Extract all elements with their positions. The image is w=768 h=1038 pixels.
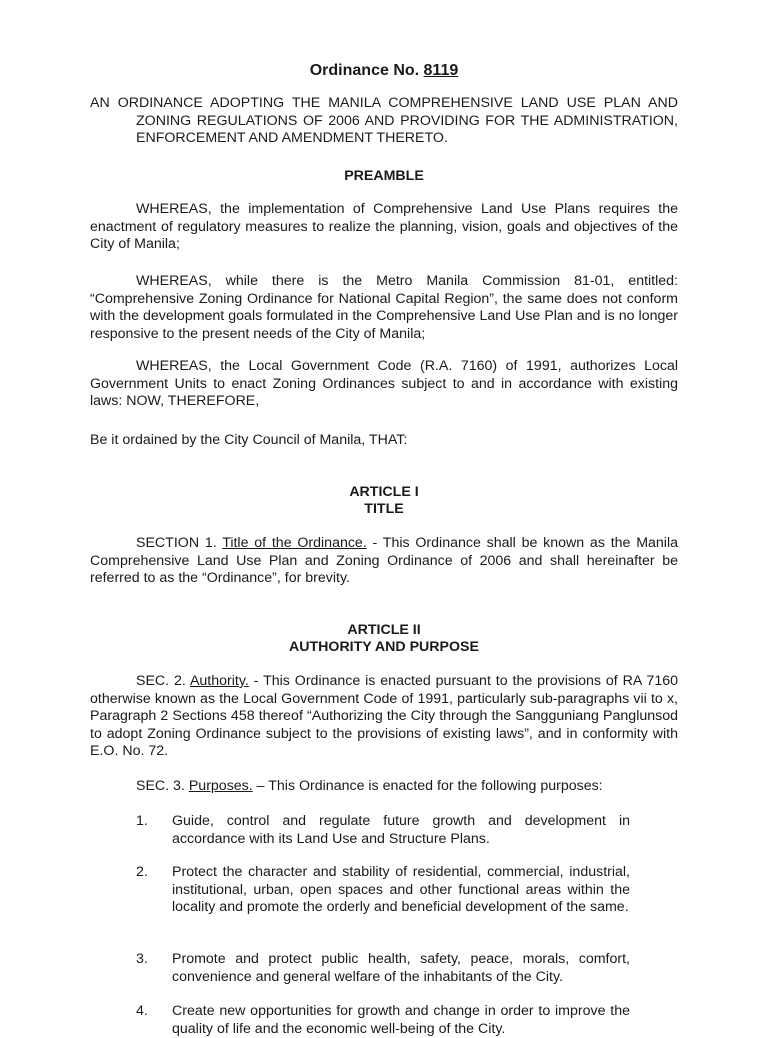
article-1-label: ARTICLE I: [349, 484, 419, 500]
purpose-item: [136, 951, 630, 986]
ordinance-number: 8119: [423, 62, 459, 79]
purpose-item: [136, 813, 630, 848]
purpose-item-number: 2.: [136, 864, 148, 880]
article-2-label: ARTICLE II: [347, 622, 421, 638]
purpose-item: [136, 1003, 630, 1038]
article-2-name: AUTHORITY AND PURPOSE: [289, 639, 479, 655]
section-3-heading: Purposes.: [188, 778, 253, 794]
section-3: [90, 778, 678, 796]
purpose-item-text: Promote and protect public health, safety, peace, morals, comfort, convenience and general welfare of the inhabitants of the City.: [172, 951, 630, 985]
section-1-prefix: SECTION 1.: [136, 535, 223, 551]
section-2: [90, 673, 678, 761]
purpose-item-text: Create new opportunities for growth and change in order to improve the quality of life and the economic well-being of the City.: [172, 1003, 630, 1037]
ordinance-title: [90, 61, 678, 81]
purpose-item-number: 1.: [136, 813, 148, 829]
ordinance-title-prefix: Ordinance No.: [309, 62, 424, 79]
ordinance-long-title: [90, 95, 678, 148]
ordinance-long-title-text: AN ORDINANCE ADOPTING THE MANILA COMPREHENSIVE LAND USE PLAN AND ZONING REGULATIONS OF 2006 AND PROVIDING FOR THE ADMINISTRATION, ENFORCEMENT AND AMENDMENT THERETO.: [90, 95, 678, 147]
whereas-clause-3: WHEREAS, the Local Government Code (R.A. 7160) of 1991, authorizes Local Government Units to enact Zoning Ordinances subject to and in accordance with existing laws: NOW, THEREFORE,: [90, 358, 678, 410]
purpose-item-number: 4.: [136, 1003, 148, 1019]
purpose-item-number: 3.: [136, 951, 148, 967]
section-2-body: - This Ordinance is enacted pursuant to the provisions of RA 7160 otherwise known as the Local Government Code of 1991, particularly sub-paragraphs vii to x, Paragraph 2 Sections 458 thereof “Authorizing the City through the Sangguniang Panglunsod to adopt Zoning Ordinance subject to the provisions of existing laws”, and in conformity with E.O. No. 72.: [90, 673, 678, 760]
section-3-prefix: SEC. 3.: [136, 778, 189, 794]
purpose-item-text: Protect the character and stability of residential, commercial, industrial, institutional, urban, open spaces and other functional areas within the locality and promote the orderly and beneficial development of the same.: [172, 864, 630, 916]
article-1-name: TITLE: [364, 501, 404, 517]
purpose-item-text: Guide, control and regulate future growth and development in accordance with its Land Use and Structure Plans.: [172, 813, 630, 847]
purpose-item: [136, 864, 630, 917]
section-3-body: – This Ordinance is enacted for the following purposes:: [252, 778, 603, 794]
ordained-clause: Be it ordained by the City Council of Manila, THAT:: [90, 432, 408, 448]
section-1-heading: Title of the Ordinance.: [222, 535, 367, 551]
section-2-heading: Authority.: [189, 673, 249, 689]
section-2-prefix: SEC. 2.: [136, 673, 190, 689]
preamble-heading: PREAMBLE: [344, 168, 424, 184]
section-1-body: - This Ordinance shall be known as the Manila Comprehensive Land Use Plan and Zoning Ordinance of 2006 and shall hereinafter be referred to as the “Ordinance”, for brevity.: [90, 535, 678, 587]
section-1: [90, 535, 678, 588]
whereas-clause-1: WHEREAS, the implementation of Comprehensive Land Use Plans requires the enactment of regulatory measures to realize the planning, vision, goals and objectives of the City of Manila;: [90, 201, 678, 253]
whereas-clause-2: WHEREAS, while there is the Metro Manila Commission 81-01, entitled: “Comprehensive Zoning Ordinance for National Capital Region”, the same does not conform with the development goals formulated in the Comprehensive Land Use Plan and is no longer responsive to the present needs of the City of Manila;: [90, 273, 678, 342]
